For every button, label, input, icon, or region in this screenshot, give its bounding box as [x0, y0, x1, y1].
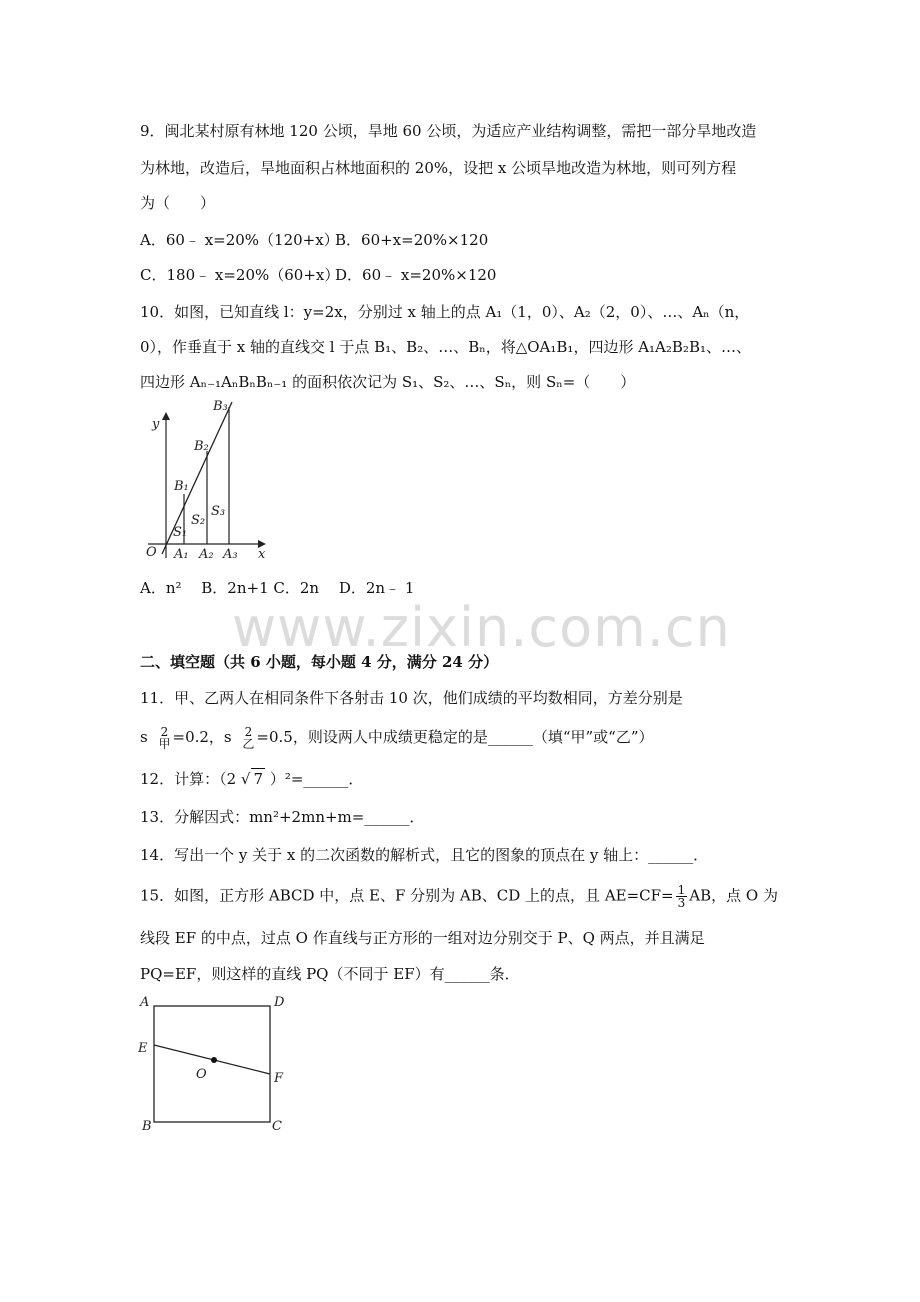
q10-options: A．n² B．2n+1 C．2n D．2n﹣ 1 [140, 579, 415, 597]
q15-frac-num: 1 [677, 883, 686, 897]
label-y: y [152, 417, 160, 432]
q15-line1-b: AB，点 O 为 [689, 886, 778, 905]
q9-options-ab [140, 230, 488, 250]
label-a2: A₂ [199, 547, 214, 562]
label-d: D [274, 995, 285, 1010]
q11-line2 [140, 726, 654, 750]
sqrt-icon: √ [240, 770, 251, 788]
y-axis-arrow [162, 412, 170, 420]
q11-s: s [140, 728, 148, 746]
q15-fraction [676, 884, 688, 909]
q9-options-cd [140, 265, 496, 285]
label-b3: B₃ [213, 399, 228, 414]
q14-line: 14．写出一个 y 关于 x 的二次函数的解析式，且它的图象的顶点在 y 轴上：______． [140, 846, 709, 864]
q9-line2: 为林地，改造后，旱地面积占林地面积的 20%，设把 x 公顷旱地改造为林地，则可列方程 [140, 159, 737, 177]
q12-prefix: 12．计算：（2 [140, 770, 237, 788]
label-b1: B₁ [174, 479, 189, 494]
section-2-heading: 二、填空题（共 6 小题，每小题 4 分，满分 24 分） [140, 653, 499, 671]
q15-frac-den: 3 [677, 896, 686, 910]
q9-option-d: D．60﹣ x=20%×120 [335, 266, 497, 284]
q9-option-a: A．60﹣ x=20%（120+x） [140, 231, 339, 249]
q11-yi: 乙 [242, 737, 255, 751]
q11-jia: 甲 [158, 737, 171, 751]
q12-radicand: 7 [253, 770, 264, 788]
label-s3: S₃ [211, 504, 226, 519]
point-o [211, 1057, 217, 1063]
square-abcd [154, 1006, 270, 1122]
label-b: B [142, 1119, 152, 1134]
q11-value-1: =0.2，s [172, 728, 232, 746]
label-a1: A₁ [174, 547, 189, 562]
q10-line3: 四边形 Aₙ₋₁AₙBₙBₙ₋₁ 的面积依次记为 S₁、S₂、…、Sₙ，则 Sₙ=（ ） [140, 373, 636, 391]
q11-var-yi [242, 726, 254, 750]
label-o: O [146, 545, 157, 560]
q11-sup-2: 2 [244, 725, 253, 739]
q9-option-b: B．60+x=20%×120 [335, 231, 489, 249]
label-o: O [196, 1067, 207, 1082]
q11-line1: 11．甲、乙两人在相同条件下各射击 10 次，他们成绩的平均数相同，方差分别是 [140, 689, 683, 707]
q15-line1-a: 15．如图，正方形 ABCD 中，点 E、F 分别为 AB、CD 上的点，且 AE=CF= [140, 886, 674, 905]
q9-option-c: C．180﹣ x=20%（60+x） [140, 266, 340, 284]
q13-line: 13．分解因式：mn²+2mn+m=______． [140, 808, 425, 826]
label-x: x [258, 547, 266, 562]
q9-line1: 9．闽北某村原有林地 120 公顷，旱地 60 公顷，为适应产业结构调整，需把一部分旱地改造 [140, 122, 757, 140]
q10-line2: 0），作垂直于 x 轴的直线交 l 于点 B₁、B₂、…、Bₙ，将△OA₁B₁，四边形 A₁A₂B₂B₁、…、 [140, 338, 751, 356]
q10-figure [140, 398, 272, 566]
label-f: F [274, 1071, 284, 1086]
q12-suffix: ）²=______． [269, 770, 364, 788]
q9-line3: 为（ ） [140, 194, 216, 212]
q12-line [140, 768, 363, 789]
label-s1: S₁ [173, 525, 188, 540]
q15-figure [138, 992, 298, 1136]
watermark: www.zixin.com.cn [232, 596, 731, 659]
q11-sup-1: 2 [160, 725, 169, 739]
q11-var-jia [158, 726, 170, 750]
label-b2: B₂ [194, 439, 209, 454]
q15-line1 [140, 884, 778, 909]
q10-line1: 10．如图，已知直线 l：y=2x，分别过 x 轴上的点 A₁（1，0）、A₂（2，0）、…、Aₙ（n， [140, 303, 750, 321]
label-s2: S₂ [191, 513, 206, 528]
label-a: A [140, 995, 150, 1010]
label-c: C [272, 1119, 282, 1134]
q11-value-2: =0.5，则设两人中成绩更稳定的是______（填“甲”或“乙”） [256, 728, 654, 746]
label-e: E [138, 1041, 148, 1056]
label-a3: A₃ [223, 547, 238, 562]
q15-line3: PQ=EF，则这样的直线 PQ（不同于 EF）有______条． [140, 965, 520, 983]
q15-line2: 线段 EF 的中点，过点 O 作直线与正方形的一组对边分别交于 P、Q 两点，并且满足 [140, 929, 705, 947]
